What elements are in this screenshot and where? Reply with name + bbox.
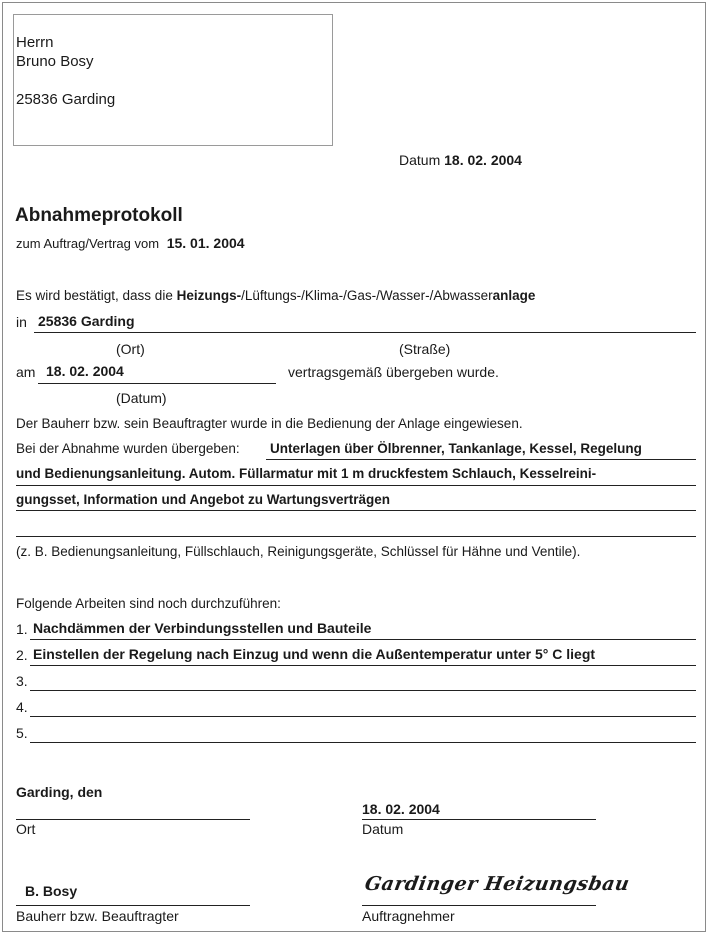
confirm-prefix: Es wird bestätigt, dass die [16, 288, 177, 303]
handed-over-example: (z. B. Bedienungsanleitung, Füllschlauch, Reinigungsgeräte, Schlüssel für Hähne und Ventile). [16, 544, 581, 559]
handover-date-line [38, 383, 276, 384]
handed-over-rule4 [16, 536, 696, 537]
confirm-bold1: Heizungs- [176, 288, 242, 303]
contractor-sign-line [362, 905, 596, 906]
owner-name: B. Bosy [25, 883, 78, 899]
handed-over-line1: Unterlagen über Ölbrenner, Tankanlage, Kessel, Regelung [270, 441, 642, 456]
order-label: zum Auftrag/Vertrag vom [16, 236, 160, 251]
place-line [16, 819, 250, 820]
in-label: in [16, 314, 27, 330]
place-caption: Ort [16, 821, 36, 837]
handover-text: vertragsgemäß übergeben wurde. [288, 364, 499, 380]
work-item-2-num: 2. [16, 647, 28, 663]
sign-date: 18. 02. 2004 [362, 801, 440, 817]
address-salutation: Herrn [16, 34, 54, 51]
work-item-4-line [30, 716, 696, 717]
work-item-3-line [30, 690, 696, 691]
work-item-5-num: 5. [16, 725, 28, 741]
date-label: Datum [399, 152, 441, 168]
place-text: Garding, den [16, 784, 103, 800]
am-label: am [16, 364, 36, 380]
work-item-2-text: Einstellen der Regelung nach Einzug und wenn die Außentemperatur unter 5° C liegt [33, 646, 596, 662]
strasse-caption: (Straße) [399, 341, 451, 357]
confirm-middle: /Lüftungs-/Klima-/Gas-/Wasser-/Abwasser [241, 288, 493, 303]
work-item-5-line [30, 742, 696, 743]
address-name: Bruno Bosy [16, 53, 94, 70]
document-title: Abnahmeprotokoll [15, 205, 183, 226]
address-box [13, 14, 333, 146]
datum-caption: (Datum) [116, 390, 167, 406]
confirm-line [16, 289, 535, 303]
work-item-1-num: 1. [16, 621, 28, 637]
work-item-1-text: Nachdämmen der Verbindungsstellen und Bauteile [33, 620, 372, 636]
contractor-caption: Auftragnehmer [362, 908, 455, 924]
sign-date-line [362, 819, 596, 820]
handed-over-rule3 [16, 510, 696, 511]
handed-over-label: Bei der Abnahme wurden übergeben: [16, 441, 240, 456]
handover-date: 18. 02. 2004 [46, 363, 124, 379]
order-date: 15. 01. 2004 [166, 235, 245, 251]
work-item-1-line [30, 639, 696, 640]
location-line [34, 332, 696, 333]
handed-over-rule2 [16, 485, 696, 486]
confirm-bold2: anlage [492, 288, 536, 303]
handed-over-rule1 [266, 459, 696, 460]
owner-sign-line [16, 905, 250, 906]
work-label: Folgende Arbeiten sind noch durchzuführen: [16, 596, 281, 611]
order-line [16, 236, 245, 250]
owner-caption: Bauherr bzw. Beauftragter [16, 908, 179, 924]
date-header [399, 153, 522, 167]
datum-caption-bottom: Datum [362, 821, 404, 837]
location-value: 25836 Garding [38, 313, 135, 329]
work-item-4-num: 4. [16, 699, 28, 715]
ort-caption: (Ort) [116, 341, 145, 357]
work-item-3-num: 3. [16, 673, 28, 689]
handed-over-line2: und Bedienungsanleitung. Autom. Füllarmatur mit 1 m druckfestem Schlauch, Kesselreini- [16, 466, 597, 481]
contractor-signature: Gardinger Heizungsbau [363, 873, 632, 895]
date-value: 18. 02. 2004 [444, 152, 522, 168]
work-item-2-line [30, 665, 696, 666]
instructed-text: Der Bauherr bzw. sein Beauftragter wurde in die Bedienung der Anlage eingewiesen. [16, 416, 523, 431]
address-city: 25836 Garding [16, 91, 116, 108]
handed-over-line3: gungsset, Information und Angebot zu Wartungsverträgen [16, 492, 390, 507]
